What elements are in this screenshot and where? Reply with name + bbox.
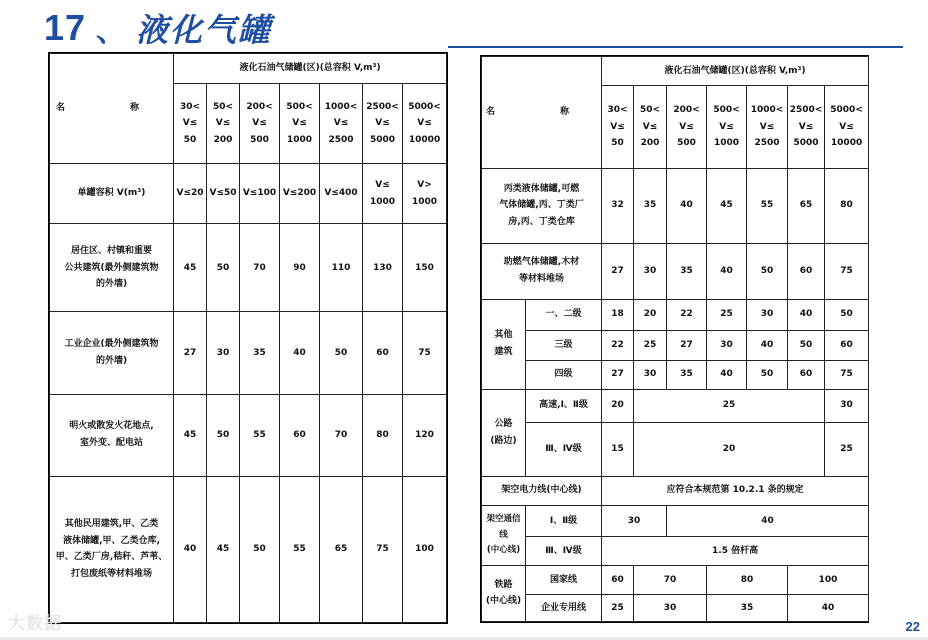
cell: 35 [240, 312, 280, 394]
cell: 30 [207, 312, 240, 394]
col-header: 2500< V≤ 5000 [788, 86, 825, 169]
cell: 45 [207, 476, 240, 622]
cell: 45 [174, 394, 207, 476]
cell: 40 [707, 243, 747, 299]
cell: 27 [667, 330, 707, 360]
cell: 30 [825, 389, 869, 422]
cell: 75 [363, 476, 403, 622]
cell: 40 [280, 312, 320, 394]
row-label: 工业企业(最外侧建筑物 的外墙) [50, 312, 174, 394]
cell: 20 [602, 389, 634, 422]
cell: 30 [602, 505, 667, 536]
cell: 30 [634, 594, 707, 621]
cell: 75 [403, 312, 447, 394]
power-line-label: 架空电力线(中心线) [482, 476, 602, 505]
slide-title [44, 6, 272, 50]
cell: 27 [174, 312, 207, 394]
name-header: 名 称 [50, 54, 174, 164]
col-header: 200< V≤ 500 [667, 86, 707, 169]
cell: 30 [634, 243, 667, 299]
other-buildings-label: 其他 建筑 [482, 299, 526, 389]
single-tank-value: V≤400 [320, 164, 363, 224]
cell: 50 [788, 330, 825, 360]
row-label: 助燃气体储罐,木材 等材料堆场 [482, 243, 602, 299]
single-tank-value: V≤ 1000 [363, 164, 403, 224]
col-header: 500< V≤ 1000 [280, 84, 320, 164]
col-header: 5000< V≤ 10000 [403, 84, 447, 164]
page-number: 22 [905, 619, 920, 634]
sub-label: 企业专用线 [526, 594, 602, 621]
cell: 35 [667, 243, 707, 299]
cell: 80 [707, 565, 788, 594]
cell: 35 [634, 168, 667, 243]
cell: 25 [707, 299, 747, 330]
cell: 60 [280, 394, 320, 476]
group-header: 液化石油气储罐(区)(总容积 V,m³) [174, 54, 447, 84]
cell: 25 [634, 330, 667, 360]
cell: 50 [747, 360, 788, 389]
col-header: 200< V≤ 500 [240, 84, 280, 164]
cell: 40 [174, 476, 207, 622]
cell: 60 [363, 312, 403, 394]
cell: 60 [788, 243, 825, 299]
col-header: 50< V≤ 200 [634, 86, 667, 169]
cell: 22 [602, 330, 634, 360]
col-header: 1000< V≤ 2500 [747, 86, 788, 169]
col-header: 30< V≤ 50 [174, 84, 207, 164]
single-tank-value: V≤50 [207, 164, 240, 224]
cell: 45 [174, 224, 207, 312]
cell: 40 [667, 505, 869, 536]
cell: 20 [634, 422, 825, 476]
col-header: 1000< V≤ 2500 [320, 84, 363, 164]
cell: 120 [403, 394, 447, 476]
cell: 50 [207, 224, 240, 312]
single-tank-value: V≤200 [280, 164, 320, 224]
watermark-text: 大数据 [8, 614, 62, 634]
group-header: 液化石油气储罐(区)(总容积 V,m³) [602, 57, 869, 86]
sub-label: 一、二级 [526, 299, 602, 330]
title-underline [448, 46, 903, 48]
cell: 25 [634, 389, 825, 422]
title-text: 液化气罐 [136, 11, 273, 49]
railway-label: 铁路 (中心线) [482, 565, 526, 621]
cell: 30 [634, 360, 667, 389]
cell: 35 [667, 360, 707, 389]
cell: 55 [280, 476, 320, 622]
cell: 70 [634, 565, 707, 594]
cell: 25 [825, 422, 869, 476]
sub-label: 四级 [526, 360, 602, 389]
single-tank-label: 单罐容积 V(m³) [50, 164, 174, 224]
cell: 50 [207, 394, 240, 476]
comm-line-label: 架空通信线 (中心线) [482, 505, 526, 565]
cell: 60 [825, 330, 869, 360]
cell: 100 [788, 565, 869, 594]
left-table [49, 53, 447, 623]
single-tank-value: V≤100 [240, 164, 280, 224]
cell: 35 [707, 594, 788, 621]
sub-label: Ⅰ、Ⅱ级 [526, 505, 602, 536]
single-tank-value: V≤20 [174, 164, 207, 224]
sub-label: 高速,Ⅰ、Ⅱ级 [526, 389, 602, 422]
cell: 50 [825, 299, 869, 330]
row-label: 居住区、村镇和重要 公共建筑(最外侧建筑物 的外墙) [50, 224, 174, 312]
cell: 50 [320, 312, 363, 394]
cell: 40 [788, 299, 825, 330]
cell: 32 [602, 168, 634, 243]
cell: 27 [602, 243, 634, 299]
cell: 90 [280, 224, 320, 312]
sub-label: 国家线 [526, 565, 602, 594]
power-line-value: 应符合本规范第 10.2.1 条的规定 [602, 476, 869, 505]
cell: 150 [403, 224, 447, 312]
cell: 60 [788, 360, 825, 389]
cell: 50 [240, 476, 280, 622]
cell: 75 [825, 243, 869, 299]
cell: 1.5 倍杆高 [602, 536, 869, 565]
watermark [8, 609, 62, 634]
sub-label: Ⅲ、Ⅳ级 [526, 536, 602, 565]
cell: 30 [707, 330, 747, 360]
cell: 40 [747, 330, 788, 360]
cell: 55 [240, 394, 280, 476]
cell: 80 [825, 168, 869, 243]
single-tank-value: V> 1000 [403, 164, 447, 224]
cell: 60 [602, 565, 634, 594]
cell: 75 [825, 360, 869, 389]
cell: 40 [667, 168, 707, 243]
sub-label: 三级 [526, 330, 602, 360]
cell: 27 [602, 360, 634, 389]
col-header: 50< V≤ 200 [207, 84, 240, 164]
right-table-frame [480, 55, 869, 623]
road-label: 公路 (路边) [482, 389, 526, 476]
cell: 15 [602, 422, 634, 476]
cell: 100 [403, 476, 447, 622]
cell: 70 [240, 224, 280, 312]
cell: 25 [602, 594, 634, 621]
cell: 55 [747, 168, 788, 243]
cell: 45 [707, 168, 747, 243]
cell: 50 [747, 243, 788, 299]
row-label: 其他民用建筑,甲、乙类 液体储罐,甲、乙类仓库, 甲、乙类厂房,秸秆、芦苇、 打包废纸等材料堆场 [50, 476, 174, 622]
cell: 20 [634, 299, 667, 330]
left-table-frame [48, 52, 448, 624]
cell: 80 [363, 394, 403, 476]
cell: 40 [707, 360, 747, 389]
cell: 30 [747, 299, 788, 330]
cell: 65 [320, 476, 363, 622]
right-table [481, 56, 869, 622]
row-label: 丙类液体储罐,可燃 气体储罐,丙、丁类厂 房,丙、丁类仓库 [482, 168, 602, 243]
cell: 22 [667, 299, 707, 330]
title-number: 17 [44, 7, 87, 48]
col-header: 30< V≤ 50 [602, 86, 634, 169]
cell: 65 [788, 168, 825, 243]
cell: 40 [788, 594, 869, 621]
cell: 130 [363, 224, 403, 312]
row-label: 明火或散发火花地点, 室外变、配电站 [50, 394, 174, 476]
cell: 18 [602, 299, 634, 330]
col-header: 5000< V≤ 10000 [825, 86, 869, 169]
title-separator: 、 [96, 14, 127, 49]
col-header: 500< V≤ 1000 [707, 86, 747, 169]
cell: 70 [320, 394, 363, 476]
sub-label: Ⅲ、Ⅳ级 [526, 422, 602, 476]
cell: 110 [320, 224, 363, 312]
name-header: 名 称 [482, 57, 602, 169]
col-header: 2500< V≤ 5000 [363, 84, 403, 164]
